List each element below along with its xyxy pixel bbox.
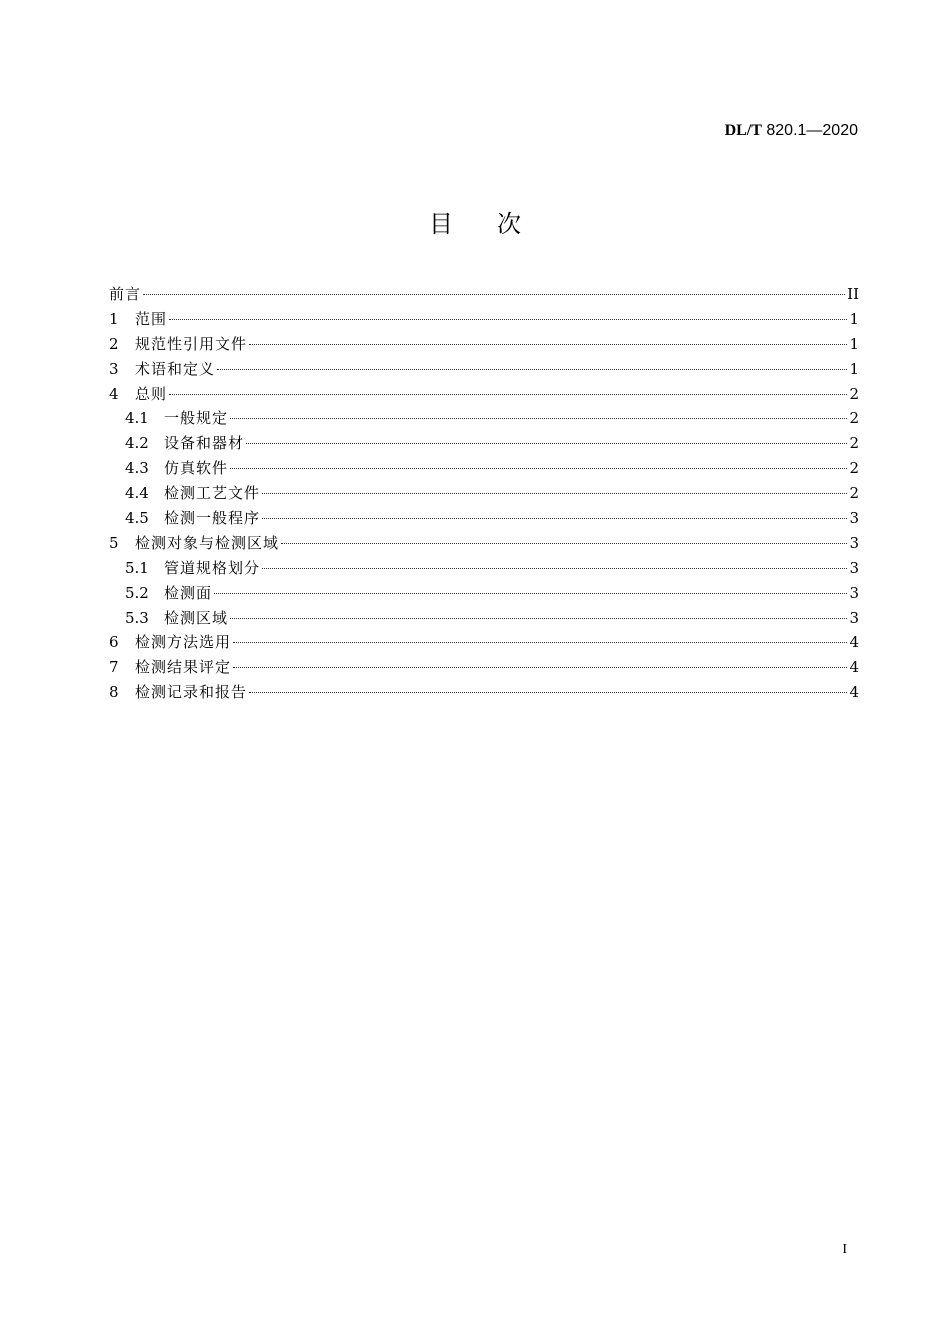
toc-entry-page: 3 [849, 608, 859, 627]
toc-entry-page: 4 [849, 658, 859, 677]
toc-entry-label: 设备和器材 [164, 434, 245, 453]
toc-entry-page: 1 [849, 359, 859, 378]
toc-leader-dots [143, 293, 845, 295]
toc-entry-label: 管道规格划分 [164, 558, 261, 577]
toc-entry[interactable] [109, 481, 859, 506]
toc-entry[interactable] [109, 506, 859, 531]
toc-entry-number: 8 [109, 683, 119, 702]
toc-entry-number: 7 [109, 658, 119, 677]
toc-entry[interactable] [109, 556, 859, 581]
page-title: 目次 [429, 210, 565, 238]
toc-entry-label: 检测面 [164, 583, 213, 602]
toc-entry-label: 一般规定 [164, 409, 229, 428]
toc-entry-number: 3 [109, 359, 119, 378]
toc-entry-number: 4 [109, 384, 119, 403]
toc-leader-dots [230, 617, 847, 619]
toc-entry-number: 6 [109, 633, 119, 652]
standard-prefix: DL/T [724, 122, 762, 139]
toc-entry-label: 前言 [109, 285, 142, 303]
toc-entry-page: 3 [849, 583, 859, 602]
toc-entry-number: 5.3 [125, 608, 149, 627]
toc-entry-page: 2 [849, 484, 859, 503]
standard-code: 820.1—2020 [761, 122, 858, 139]
toc-leader-dots [262, 517, 847, 519]
toc-entry[interactable] [109, 655, 859, 680]
toc-entry[interactable] [109, 382, 859, 407]
toc-leader-dots [262, 492, 847, 494]
toc-entry[interactable] [109, 531, 859, 556]
toc-entry[interactable] [109, 630, 859, 655]
toc-entry[interactable] [109, 456, 859, 481]
toc-entry[interactable] [109, 431, 859, 456]
toc-entry-page: 1 [849, 334, 859, 353]
toc-entry-label: 检测结果评定 [135, 658, 232, 677]
toc-entry-label: 范围 [135, 309, 168, 328]
toc-entry-number: 4.5 [125, 509, 149, 528]
toc-leader-dots [281, 542, 847, 544]
toc-entry-page: 3 [849, 558, 859, 577]
toc-entry[interactable] [109, 606, 859, 631]
toc-entry-page: 2 [849, 434, 859, 453]
toc-entry-label: 规范性引用文件 [135, 334, 248, 353]
toc-entry[interactable] [109, 680, 859, 705]
toc-leader-dots [262, 567, 847, 569]
toc-entry-number: 1 [109, 309, 119, 328]
toc-entry-label: 检测记录和报告 [135, 683, 248, 702]
toc-entry[interactable] [109, 332, 859, 357]
toc-entry-number: 4.2 [125, 434, 149, 453]
toc-entry-number: 4.4 [125, 484, 149, 503]
page-number: I [842, 1242, 847, 1257]
toc-leader-dots [169, 393, 847, 395]
toc-entry[interactable] [109, 581, 859, 606]
standard-number [725, 122, 858, 140]
toc-leader-dots [230, 467, 847, 469]
toc-entry-page: 3 [849, 509, 859, 528]
toc-entry-number: 2 [109, 334, 119, 353]
toc-entry-number: 5.1 [125, 558, 149, 577]
toc-leader-dots [169, 318, 847, 320]
toc-entry-label: 仿真软件 [164, 459, 229, 478]
toc-entry-number: 5.2 [125, 583, 149, 602]
toc-entry[interactable] [109, 357, 859, 382]
toc-leader-dots [233, 666, 847, 668]
toc-entry-number: 5 [109, 533, 119, 552]
toc-entry-page: 1 [849, 309, 859, 328]
toc-entry-page: 2 [849, 459, 859, 478]
toc-entry-label: 检测对象与检测区域 [135, 533, 280, 552]
toc-leader-dots [214, 592, 847, 594]
toc-entry-page: 4 [849, 683, 859, 702]
toc-entry-number: 4.3 [125, 459, 149, 478]
toc-leader-dots [230, 417, 847, 419]
toc-entry-label: 检测方法选用 [135, 633, 232, 652]
toc-entry-label: 检测工艺文件 [164, 484, 261, 503]
table-of-contents [109, 282, 859, 705]
toc-entry-label: 检测一般程序 [164, 509, 261, 528]
toc-entry-page: II [847, 285, 859, 303]
toc-entry-page: 2 [849, 409, 859, 428]
toc-entry[interactable] [109, 282, 859, 307]
toc-entry[interactable] [109, 406, 859, 431]
toc-leader-dots [249, 691, 847, 693]
toc-leader-dots [246, 442, 847, 444]
toc-entry-label: 术语和定义 [135, 359, 216, 378]
toc-entry-number: 4.1 [125, 409, 149, 428]
toc-entry-page: 3 [849, 533, 859, 552]
toc-leader-dots [233, 641, 847, 643]
toc-leader-dots [217, 368, 847, 370]
toc-entry-label: 总则 [135, 384, 168, 403]
toc-leader-dots [249, 343, 847, 345]
toc-entry-label: 检测区域 [164, 608, 229, 627]
toc-entry-page: 4 [849, 633, 859, 652]
toc-entry-page: 2 [849, 384, 859, 403]
toc-entry[interactable] [109, 307, 859, 332]
